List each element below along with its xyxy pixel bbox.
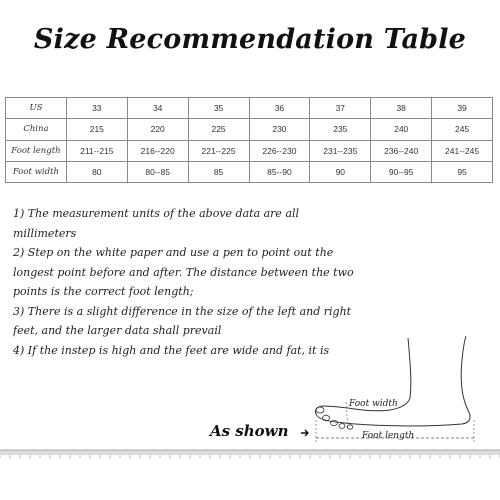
page-title: Size Recommendation Table xyxy=(33,24,467,55)
table-cell: 80--85 xyxy=(127,161,188,182)
table-cell: 215 xyxy=(66,119,127,140)
table-cell: 220 xyxy=(127,119,188,140)
table-row-us xyxy=(6,98,493,119)
table-cell: 216--220 xyxy=(127,140,188,161)
table-cell: 236--240 xyxy=(371,140,432,161)
toe-1 xyxy=(316,407,324,413)
table-cell: 33 xyxy=(66,98,127,119)
note-line: 4) If the instep is high and the feet are wide and fat, it is xyxy=(13,343,330,357)
table-cell: 230 xyxy=(249,119,310,140)
table-cell: 235 xyxy=(310,119,371,140)
size-table xyxy=(5,97,493,183)
table-row-foot-length xyxy=(6,140,493,161)
table-cell: 95 xyxy=(432,161,493,182)
table-cell: 38 xyxy=(371,98,432,119)
table-cell: 34 xyxy=(127,98,188,119)
ruler-scale xyxy=(0,448,500,460)
row-label: US xyxy=(6,98,67,119)
table-cell: 211--215 xyxy=(66,140,127,161)
table-cell: 231--235 xyxy=(310,140,371,161)
table-row-china xyxy=(6,119,493,140)
table-cell: 37 xyxy=(310,98,371,119)
table-cell: 90 xyxy=(310,161,371,182)
note-line: 1) The measurement units of the above data are all xyxy=(13,207,300,220)
table-cell: 85--90 xyxy=(249,161,310,182)
note-line: 2) Step on the white paper and use a pen to point out the xyxy=(13,246,334,259)
toe-3 xyxy=(331,420,338,425)
table-cell: 221--225 xyxy=(188,140,249,161)
table-cell: 80 xyxy=(66,161,127,182)
table-cell: 225 xyxy=(188,119,249,140)
row-label: Foot length xyxy=(6,140,67,161)
foot-length-label: Foot length xyxy=(362,431,415,441)
table-cell: 85 xyxy=(188,161,249,182)
table-cell: 241--245 xyxy=(432,140,493,161)
table-cell: 35 xyxy=(188,98,249,119)
note-line: millimeters xyxy=(13,226,77,240)
table-cell: 39 xyxy=(432,98,493,119)
note-line: feet, and the larger data shall prevail xyxy=(13,324,222,337)
toe-4 xyxy=(339,424,345,429)
arrow-right-icon xyxy=(300,428,310,438)
note-line: longest point before and after. The distance between the two xyxy=(13,265,354,279)
foot-width-label: Foot width xyxy=(349,399,398,409)
table-row-foot-width xyxy=(6,161,493,182)
table-cell: 90--95 xyxy=(371,161,432,182)
note-line: points is the correct foot length; xyxy=(13,285,194,298)
as-shown-label: As shown xyxy=(210,422,289,440)
note-line: 3) There is a slight difference in the size of the left and right xyxy=(13,304,352,318)
row-label: Foot width xyxy=(6,161,67,182)
foot-outline xyxy=(315,336,470,426)
table-cell: 226--230 xyxy=(249,140,310,161)
row-label: China xyxy=(6,119,67,140)
table-cell: 245 xyxy=(432,119,493,140)
table-cell: 36 xyxy=(249,98,310,119)
table-cell: 240 xyxy=(371,119,432,140)
